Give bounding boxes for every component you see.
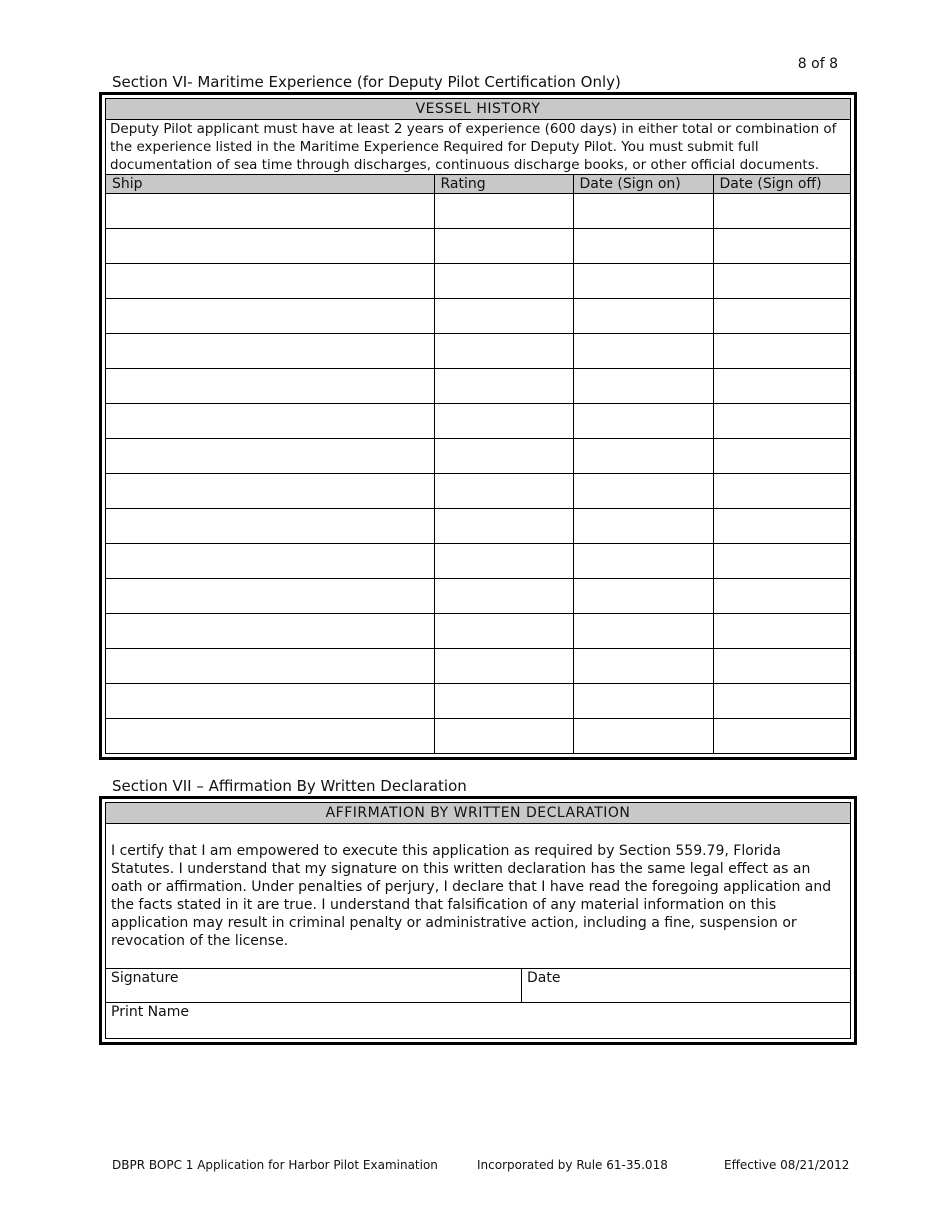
vessel-row: [106, 544, 850, 579]
section-7-heading: Section VII – Affirmation By Written Declaration: [112, 777, 467, 795]
affirmation-box: [99, 796, 857, 1045]
vessel-cell-ship[interactable]: [106, 299, 434, 334]
vessel-cell-rating[interactable]: [434, 579, 573, 614]
vessel-cell-rating[interactable]: [434, 614, 573, 649]
vessel-cell-ship[interactable]: [106, 439, 434, 474]
column-header-ship: Ship: [106, 175, 434, 194]
vessel-cell-ship[interactable]: [106, 544, 434, 579]
vessel-cell-ship[interactable]: [106, 649, 434, 684]
vessel-cell-date-sign-on[interactable]: [573, 509, 713, 544]
vessel-row: [106, 334, 850, 369]
vessel-cell-ship[interactable]: [106, 684, 434, 719]
vessel-cell-date-sign-on[interactable]: [573, 544, 713, 579]
vessel-cell-ship[interactable]: [106, 474, 434, 509]
vessel-cell-date-sign-on[interactable]: [573, 439, 713, 474]
vessel-row: [106, 369, 850, 404]
vessel-cell-date-sign-off[interactable]: [713, 544, 850, 579]
vessel-cell-date-sign-off[interactable]: [713, 299, 850, 334]
vessel-cell-date-sign-on[interactable]: [573, 579, 713, 614]
vessel-history-table: [106, 174, 850, 753]
vessel-cell-rating[interactable]: [434, 404, 573, 439]
vessel-row: [106, 194, 850, 229]
vessel-cell-date-sign-off[interactable]: [713, 614, 850, 649]
vessel-cell-ship[interactable]: [106, 194, 434, 229]
vessel-cell-date-sign-on[interactable]: [573, 369, 713, 404]
print-name-label: Print Name: [111, 1004, 189, 1020]
date-field[interactable]: [522, 969, 565, 1002]
vessel-cell-ship[interactable]: [106, 264, 434, 299]
vessel-cell-date-sign-off[interactable]: [713, 264, 850, 299]
vessel-cell-rating[interactable]: [434, 334, 573, 369]
vessel-cell-date-sign-on[interactable]: [573, 334, 713, 369]
vessel-row: [106, 404, 850, 439]
footer-form-name: DBPR BOPC 1 Application for Harbor Pilot Examination: [112, 1158, 438, 1172]
vessel-cell-date-sign-off[interactable]: [713, 334, 850, 369]
vessel-cell-rating[interactable]: [434, 474, 573, 509]
vessel-cell-rating[interactable]: [434, 684, 573, 719]
affirmation-statement: I certify that I am empowered to execute this application as required by Section 559.79, Florida Statutes. I understand that my signature on this written declaration has the same legal effect as an oath or affirmation. Under penalties of perjury, I declare that I have read the foregoing application and the facts stated in it are true. I understand that falsification of any material information on this application may result in criminal penalty or administrative action, including a fine, suspension or revocation of the license.: [106, 824, 850, 969]
vessel-cell-rating[interactable]: [434, 544, 573, 579]
vessel-table-body: [106, 194, 850, 754]
vessel-row: [106, 684, 850, 719]
vessel-history-inner: [105, 98, 851, 754]
vessel-cell-date-sign-off[interactable]: [713, 439, 850, 474]
vessel-cell-date-sign-off[interactable]: [713, 649, 850, 684]
vessel-cell-date-sign-off[interactable]: [713, 404, 850, 439]
vessel-row: [106, 439, 850, 474]
date-label: Date: [527, 970, 561, 986]
vessel-cell-date-sign-on[interactable]: [573, 684, 713, 719]
vessel-cell-ship[interactable]: [106, 404, 434, 439]
vessel-cell-date-sign-off[interactable]: [713, 579, 850, 614]
vessel-cell-date-sign-off[interactable]: [713, 229, 850, 264]
section-6-heading: Section VI- Maritime Experience (for Deputy Pilot Certification Only): [112, 73, 621, 91]
signature-label: Signature: [111, 970, 179, 986]
vessel-row: [106, 649, 850, 684]
vessel-cell-date-sign-off[interactable]: [713, 719, 850, 754]
vessel-cell-date-sign-on[interactable]: [573, 719, 713, 754]
affirmation-inner: [105, 802, 851, 1039]
vessel-history-box: [99, 92, 857, 760]
vessel-history-title: VESSEL HISTORY: [106, 99, 850, 120]
print-name-field[interactable]: [106, 1003, 850, 1038]
vessel-cell-rating[interactable]: [434, 509, 573, 544]
vessel-row: [106, 264, 850, 299]
vessel-row: [106, 719, 850, 754]
vessel-history-instructions: Deputy Pilot applicant must have at least 2 years of experience (600 days) in either total or combination of the experience listed in the Maritime Experience Required for Deputy Pilot. You must submit full documentation of sea time through discharges, continuous discharge books, or other official documents.: [110, 121, 837, 173]
footer-effective-date: Effective 08/21/2012: [724, 1158, 850, 1172]
column-header-date-sign-on: Date (Sign on): [573, 175, 713, 194]
footer-rule: Incorporated by Rule 61-35.018: [477, 1158, 668, 1172]
vessel-row: [106, 509, 850, 544]
vessel-row: [106, 299, 850, 334]
vessel-cell-date-sign-off[interactable]: [713, 684, 850, 719]
vessel-row: [106, 614, 850, 649]
affirmation-title: AFFIRMATION BY WRITTEN DECLARATION: [106, 803, 850, 824]
column-header-date-sign-off: Date (Sign off): [713, 175, 850, 194]
column-header-rating: Rating: [434, 175, 573, 194]
vessel-row: [106, 229, 850, 264]
vessel-table-header-row: [106, 175, 850, 194]
vessel-row: [106, 579, 850, 614]
page-number: 8 of 8: [797, 56, 838, 72]
vessel-cell-ship[interactable]: [106, 579, 434, 614]
vessel-cell-date-sign-off[interactable]: [713, 474, 850, 509]
vessel-cell-rating[interactable]: [434, 299, 573, 334]
vessel-cell-date-sign-on[interactable]: [573, 299, 713, 334]
vessel-cell-rating[interactable]: [434, 194, 573, 229]
vessel-cell-ship[interactable]: [106, 229, 434, 264]
signature-field[interactable]: [106, 969, 522, 1002]
vessel-cell-ship[interactable]: [106, 334, 434, 369]
vessel-cell-rating[interactable]: [434, 719, 573, 754]
vessel-cell-rating[interactable]: [434, 369, 573, 404]
vessel-cell-date-sign-on[interactable]: [573, 264, 713, 299]
vessel-cell-date-sign-on[interactable]: [573, 649, 713, 684]
signature-date-row: [106, 969, 850, 1003]
vessel-cell-date-sign-off[interactable]: [713, 369, 850, 404]
vessel-cell-date-sign-on[interactable]: [573, 614, 713, 649]
vessel-row: [106, 474, 850, 509]
vessel-cell-rating[interactable]: [434, 439, 573, 474]
vessel-cell-date-sign-on[interactable]: [573, 194, 713, 229]
vessel-cell-ship[interactable]: [106, 719, 434, 754]
vessel-cell-rating[interactable]: [434, 229, 573, 264]
vessel-cell-date-sign-on[interactable]: [573, 404, 713, 439]
vessel-cell-ship[interactable]: [106, 369, 434, 404]
vessel-cell-date-sign-off[interactable]: [713, 194, 850, 229]
vessel-cell-date-sign-on[interactable]: [573, 229, 713, 264]
vessel-cell-rating[interactable]: [434, 649, 573, 684]
vessel-cell-ship[interactable]: [106, 509, 434, 544]
vessel-cell-ship[interactable]: [106, 614, 434, 649]
vessel-cell-date-sign-off[interactable]: [713, 509, 850, 544]
vessel-cell-date-sign-on[interactable]: [573, 474, 713, 509]
vessel-cell-rating[interactable]: [434, 264, 573, 299]
